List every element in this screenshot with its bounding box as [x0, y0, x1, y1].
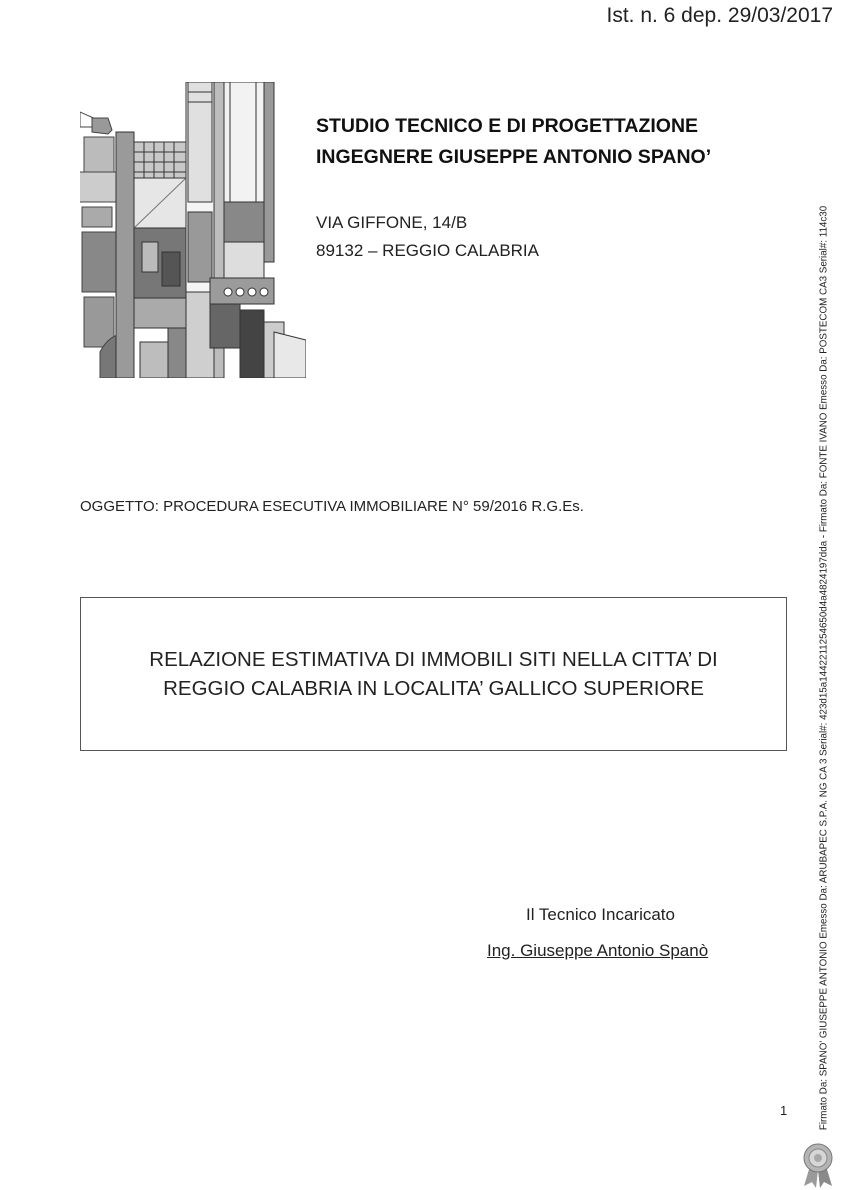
studio-logo: [80, 82, 306, 378]
report-title-box: [80, 597, 787, 751]
report-title: [149, 645, 717, 703]
page-number: 1: [780, 1103, 788, 1118]
digital-signature-margin: [815, 198, 833, 1138]
report-title-line1: RELAZIONE ESTIMATIVA DI IMMOBILI SITI NELLA CITTA’ DI: [149, 648, 718, 671]
report-title-line2: REGGIO CALABRIA IN LOCALITA’ GALLICO SUPERIORE: [163, 677, 704, 700]
address-city: 89132 – REGGIO CALABRIA: [316, 241, 539, 260]
signer-role: Il Tecnico Incaricato: [526, 905, 675, 924]
address-street: VIA GIFFONE, 14/B: [316, 213, 468, 232]
studio-name-line2: INGEGNERE GIUSEPPE ANTONIO SPANO’: [316, 146, 712, 168]
subject-line: OGGETTO: PROCEDURA ESECUTIVA IMMOBILIARE N° 59/2016 R.G.Es.: [80, 498, 584, 515]
deposit-stamp: Ist. n. 6 dep. 29/03/2017: [606, 4, 833, 27]
studio-name: [316, 111, 711, 173]
digital-signature-text: Firmato Da: SPANO' GIUSEPPE ANTONIO Emesso Da: ARUBAPEC S.P.A. NG CA 3 Serial#: 423d15a1442211254650d4a4824197dda - Firmato Da: FONTE IVANO Emesso Da: POSTECOM CA3 Serial#: 114c30: [818, 205, 830, 1131]
signer-name: Ing. Giuseppe Antonio Spanò: [487, 941, 709, 960]
certification-seal-icon: [800, 1142, 836, 1188]
studio-name-line1: STUDIO TECNICO E DI PROGETTAZIONE: [316, 115, 699, 137]
studio-address: [316, 209, 539, 265]
